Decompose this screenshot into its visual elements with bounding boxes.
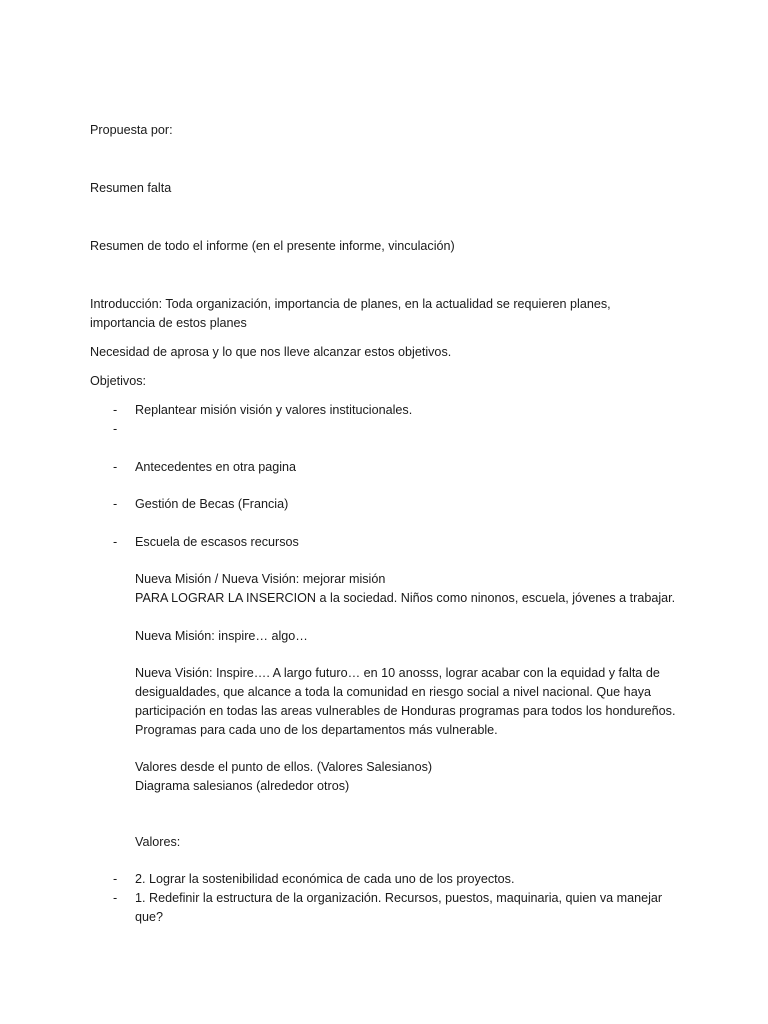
goal-item-continuation: que? bbox=[135, 910, 164, 924]
objectives-heading: Objetivos: bbox=[90, 374, 146, 388]
bullet-marker: - bbox=[113, 535, 118, 549]
new-mission-vision-line: Nueva Misión / Nueva Visión: mejorar misión bbox=[135, 572, 386, 586]
objective-item: Gestión de Becas (Francia) bbox=[135, 497, 289, 511]
bullet-marker: - bbox=[113, 872, 118, 886]
new-vision-line-3: participación en todas las areas vulnerables de Honduras programas para todos los hondureños. bbox=[135, 704, 676, 718]
intro-line-2: importancia de estos planes bbox=[90, 316, 247, 330]
objective-item: Escuela de escasos recursos bbox=[135, 535, 299, 549]
new-mission-line: Nueva Misión: inspire… algo… bbox=[135, 629, 308, 643]
insertion-line: PARA LOGRAR LA INSERCION a la sociedad. Niños como ninonos, escuela, jóvenes a trabajar. bbox=[135, 591, 676, 605]
bullet-marker: - bbox=[113, 497, 118, 511]
bullet-marker: - bbox=[113, 891, 118, 905]
values-heading: Valores: bbox=[135, 835, 181, 849]
objective-item: Antecedentes en otra pagina bbox=[135, 460, 297, 474]
new-vision-line-4: Programas para cada uno de los departamentos más vulnerable. bbox=[135, 723, 498, 737]
proposed-by-line: Propuesta por: bbox=[90, 123, 173, 137]
objective-item: Replantear misión visión y valores institucionales. bbox=[135, 403, 413, 417]
goal-item: 1. Redefinir la estructura de la organización. Recursos, puestos, maquinaria, quien va manejar bbox=[135, 891, 663, 905]
summary-missing-line: Resumen falta bbox=[90, 181, 172, 195]
new-vision-line-2: desigualdades, que alcance a toda la comunidad en riesgo social a nivel nacional. Que haya bbox=[135, 685, 651, 699]
bullet-marker: - bbox=[113, 422, 118, 436]
bullet-marker: - bbox=[113, 460, 118, 474]
necessity-line: Necesidad de aprosa y lo que nos lleve alcanzar estos objetivos. bbox=[90, 345, 452, 359]
goal-item: 2. Lograr la sostenibilidad económica de cada uno de los proyectos. bbox=[135, 872, 515, 886]
summary-line: Resumen de todo el informe (en el presente informe, vinculación) bbox=[90, 239, 455, 253]
bullet-marker: - bbox=[113, 403, 118, 417]
intro-line-1: Introducción: Toda organización, importancia de planes, en la actualidad se requieren planes, bbox=[90, 297, 611, 311]
new-vision-line-1: Nueva Visión: Inspire…. A largo futuro… en 10 anosss, lograr acabar con la equidad y falta de bbox=[135, 666, 660, 680]
diagram-line: Diagrama salesianos (alrededor otros) bbox=[135, 779, 350, 793]
values-from-line: Valores desde el punto de ellos. (Valores Salesianos) bbox=[135, 760, 433, 774]
